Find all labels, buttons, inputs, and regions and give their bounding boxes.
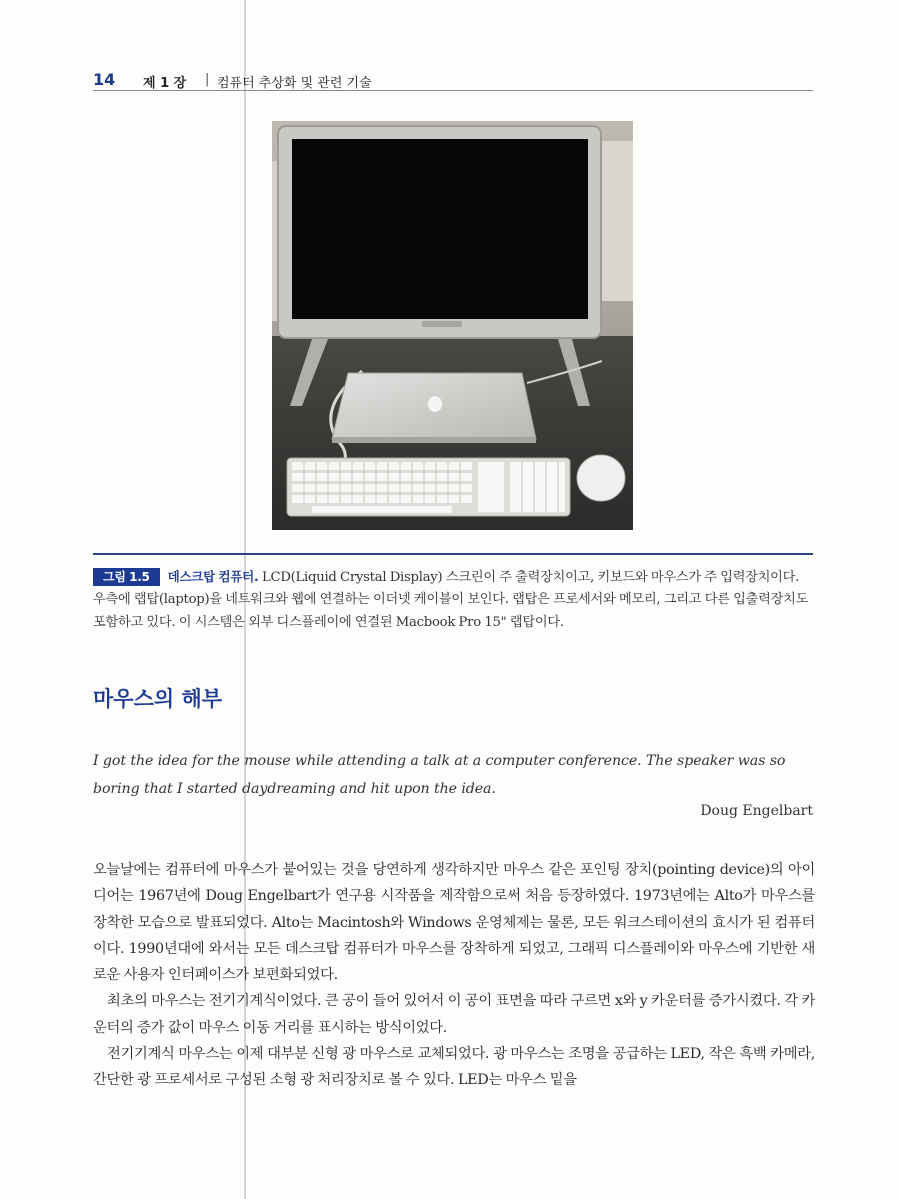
body-text <box>93 857 815 1094</box>
paragraph-2: 최초의 마우스는 전기기계식이었다. 큰 공이 들어 있어서 이 공이 표면을 따라 구르면 x와 y 카운터를 증가시켰다. 각 카운터의 증가 값이 마우스 이동 거리를 표시하는 방식이었다. <box>93 993 815 1036</box>
chapter-number: 제 1 장 <box>143 76 187 91</box>
paragraph-1: 오늘날에는 컴퓨터에 마우스가 붙어있는 것을 당연하게 생각하지만 마우스 같은 포인팅 장치(pointing device)의 아이디어는 1967년에 Doug Engelbart가 연구용 시작품을 제작함으로써 처음 등장하였다. 1973년에는 Alto가 마우스를 장착한 모습으로 발표되었다. Alto는 Macintosh와 Windows 운영체제는 물론, 모든 워크스테이션의 효시가 된 컴퓨터이다. 1990년대에 와서는 모든 데스크탑 컴퓨터가 마우스를 장착하게 되었고, 그래픽 디스플레이와 마우스에 기반한 새로운 사용자 인터페이스가 보편화되었다. <box>93 862 815 984</box>
figure-caption-text: LCD(Liquid Crystal Display) 스크린이 주 출력장치이고, 키보드와 마우스가 주 입력장치이다. 우측에 랩탑(laptop)을 네트워크와 웹에 연결하는 이더넷 케이블이 보인다. 랩탑은 프로세서와 메모리, 그리고 다른 입출력장치도 포함하고 있다. 이 시스템은 외부 디스플레이에 연결된 Macbook Pro 15" 랩탑이다. <box>93 570 809 630</box>
header-separator: | <box>205 72 210 87</box>
quote-attribution: Doug Engelbart <box>700 803 813 819</box>
paragraph-3: 전기기계식 마우스는 이제 대부분 신형 광 마우스로 교체되었다. 광 마우스는 조명을 공급하는 LED, 작은 흑백 카메라, 간단한 광 프로세서로 구성된 소형 광 처리장치로 볼 수 있다. LED는 마우스 밑을 <box>93 1046 815 1089</box>
epigraph-quote: I got the idea for the mouse while attending a talk at a computer conference. The speaker was so boring that I started daydreaming and hit upon the idea. <box>93 753 786 797</box>
caption-rule <box>93 553 813 555</box>
page-number: 14 <box>93 70 116 89</box>
section-title: 마우스의 해부 <box>93 687 223 711</box>
running-header <box>93 68 813 91</box>
figure-photo-desktop-computer <box>272 121 633 530</box>
figure-label: 그림 1.5 <box>93 568 160 586</box>
figure-title: 데스크탑 컴퓨터. <box>167 569 259 584</box>
chapter-title: 컴퓨터 추상화 및 관련 기술 <box>217 76 372 91</box>
figure-caption <box>93 566 815 634</box>
